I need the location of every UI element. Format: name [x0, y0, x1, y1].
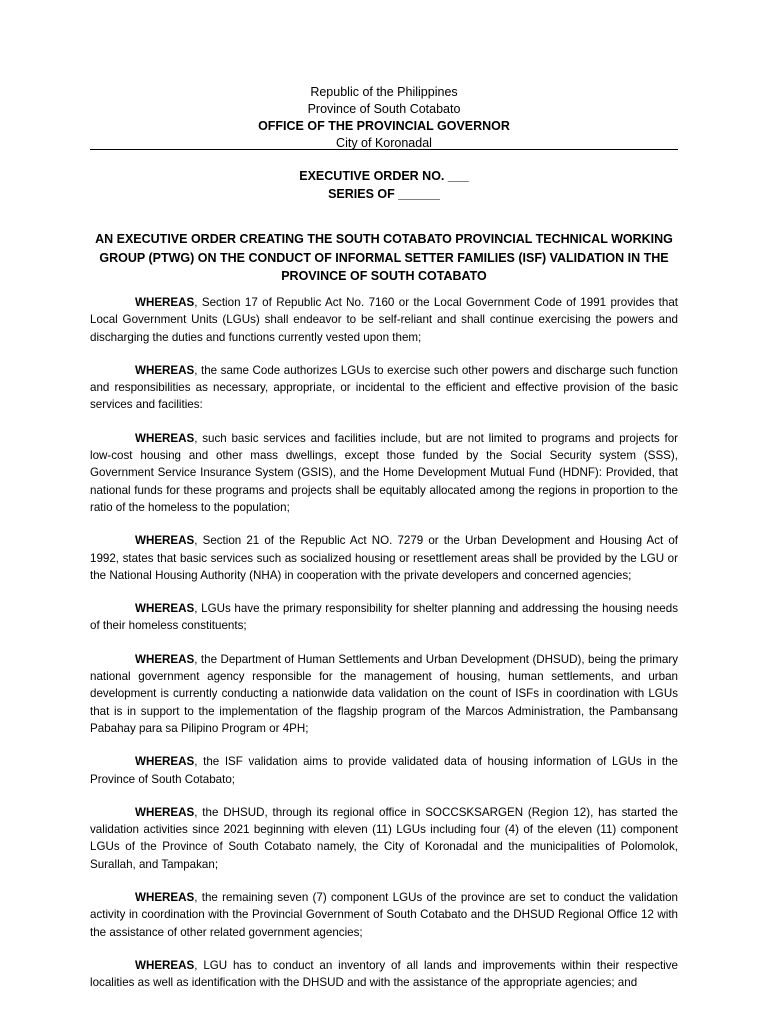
clause-text: , Section 17 of Republic Act No. 7160 or the Local Government Code of 1991 provides that Local Government Units (LGUs) shall endeavor to be self-reliant and shall continue exercising the powers and discharging the duties and functions currently vested upon them;: [90, 296, 678, 344]
whereas-clause: [90, 889, 678, 941]
city-line: City of Koronadal: [336, 136, 432, 150]
whereas-clause: [90, 430, 678, 516]
whereas-clause: [90, 753, 678, 788]
letterhead: [90, 84, 678, 152]
whereas-clause: [90, 600, 678, 635]
whereas-label: WHEREAS: [135, 534, 195, 548]
order-series: SERIES OF ______: [328, 187, 440, 201]
document-body: [90, 294, 678, 1008]
order-number: EXECUTIVE ORDER NO. ___: [299, 169, 469, 183]
office-line: OFFICE OF THE PROVINCIAL GOVERNOR: [258, 119, 510, 133]
clause-text: , Section 21 of the Republic Act NO. 7279 or the Urban Development and Housing Act of 1992, states that basic services such as socialized housing or resettlement areas shall be provided by the LGU or the National Housing Authority (NHA) in cooperation with the private developers and concerned agencies;: [90, 534, 678, 582]
whereas-clause: [90, 804, 678, 873]
clause-text: , the remaining seven (7) component LGUs of the province are set to conduct the validation activity in coordination with the Provincial Government of South Cotabato and the DHSUD Regional Office 12 with the assistance of other related government agencies;: [90, 891, 678, 939]
whereas-label: WHEREAS: [135, 891, 195, 905]
whereas-label: WHEREAS: [135, 602, 195, 616]
province-line: Province of South Cotabato: [307, 102, 461, 116]
whereas-clause: [90, 651, 678, 737]
whereas-label: WHEREAS: [135, 296, 195, 309]
whereas-clause: [90, 957, 678, 992]
country-line: Republic of the Philippines: [310, 85, 458, 99]
clause-text: , the DHSUD, through its regional office in SOCCSKSARGEN (Region 12), has started the validation activities since 2021 beginning with eleven (11) LGUs including four (4) of the eleven (11) component LGUs of the Province of South Cotabato namely, the City of Koronadal and the municipalities of Polomolok, Surallah, and Tampakan;: [90, 805, 678, 871]
whereas-label: WHEREAS: [135, 363, 195, 377]
clause-text: , the same Code authorizes LGUs to exercise such other powers and discharge such function and responsibilities as necessary, appropriate, or incidental to the efficient and effective provision of the basic services and facilities:: [90, 363, 678, 412]
clause-text: , the ISF validation aims to provide validated data of housing information of LGUs in the Province of South Cotabato;: [90, 755, 678, 786]
order-title: AN EXECUTIVE ORDER CREATING THE SOUTH COTABATO PROVINCIAL TECHNICAL WORKING GROUP (PTWG) ON THE CONDUCT OF INFORMAL SETTER FAMILIES (ISF) VALIDATION IN THE PROVINCE OF SOUTH COTABATO: [95, 232, 673, 283]
whereas-label: WHEREAS: [135, 652, 195, 666]
whereas-label: WHEREAS: [135, 431, 195, 445]
clause-text: , such basic services and facilities include, but are not limited to programs and projects for low-cost housing and other mass dwellings, except those funded by the Social Security system (SSS), Government Service Insurance System (GSIS), and the Home Development Mutual Fund (HDNF): Provided, that national funds for these programs and projects shall be equitably allocated among the regions in proportion to the ratio of the homeless to the population;: [90, 431, 678, 514]
whereas-label: WHEREAS: [135, 755, 195, 769]
whereas-label: WHEREAS: [135, 958, 195, 972]
whereas-clause: [90, 532, 678, 584]
clause-text: , LGUs have the primary responsibility for shelter planning and addressing the housing needs of their homeless constituents;: [90, 602, 678, 633]
clause-text: , LGU has to conduct an inventory of all lands and improvements within their respective localities as well as identification with the DHSUD and with the assistance of the appropriate agencies; and: [90, 958, 678, 990]
clause-text: , the Department of Human Settlements and Urban Development (DHSUD), being the primary national government agency responsible for the management of housing, human settlements, and urban development is currently conducting a nationwide data validation on the count of ISFs in coordination with LGUs that is in support to the implementation of the flagship program of the Marcos Administration, the Pambansang Pabahay para sa Pilipino Program or 4PH;: [90, 652, 678, 735]
header-divider: [90, 149, 678, 150]
whereas-clause: [90, 362, 678, 414]
whereas-clause: [90, 294, 678, 346]
order-heading: [90, 167, 678, 203]
whereas-label: WHEREAS: [135, 805, 195, 819]
